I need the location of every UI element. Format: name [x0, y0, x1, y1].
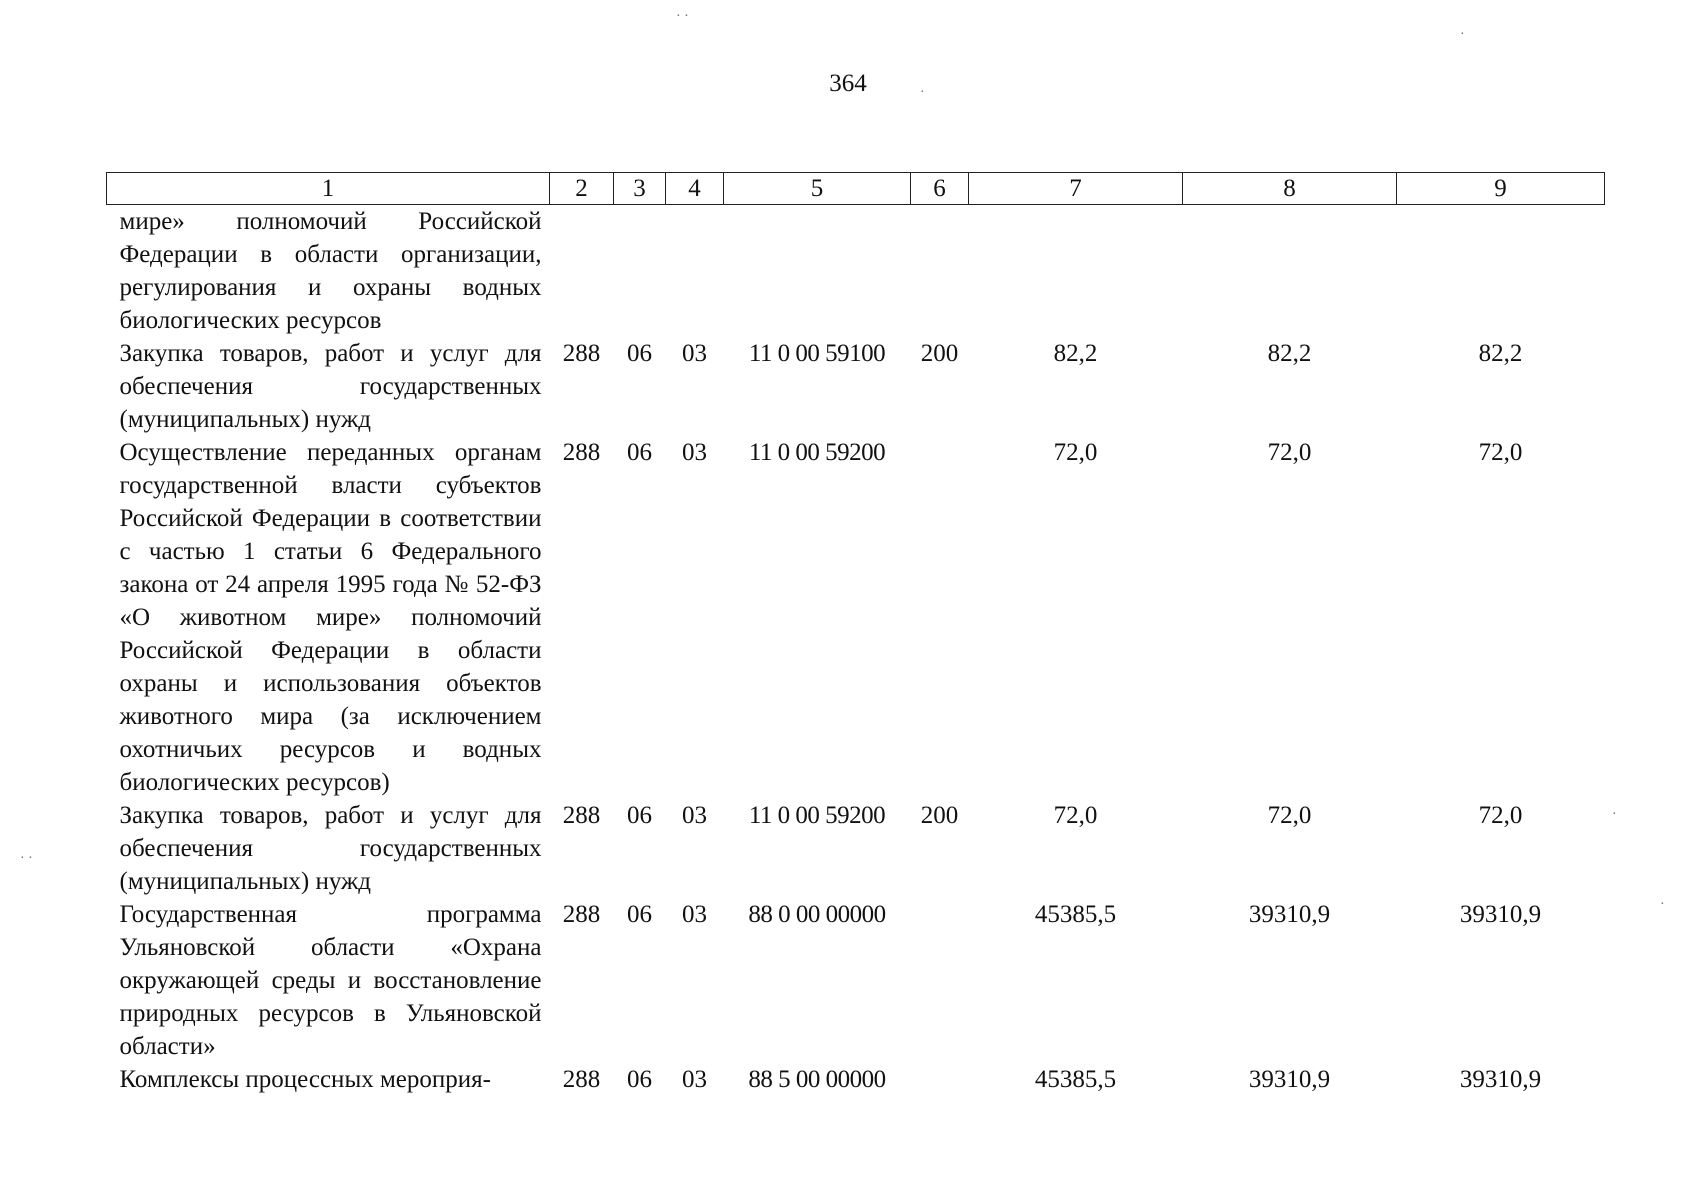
cell-col-3: 06 — [627, 901, 652, 928]
header-col-4: 4 — [666, 173, 724, 205]
cell-col-9: 82,2 — [1478, 340, 1523, 367]
cell-col-5 — [724, 205, 911, 338]
cell-col-8 — [1183, 205, 1397, 338]
row-name: Государственная программа Ульяновской области «Охрана окружающей среды и восстановление природных ресурсов в Ульяновской области» — [119, 901, 542, 1060]
cell-col-6 — [911, 898, 969, 1063]
cell-col-3: 06 — [627, 1066, 652, 1093]
cell-col-4: 03 — [682, 439, 707, 466]
table-row — [107, 799, 1605, 898]
cell-col-4: 03 — [682, 901, 707, 928]
scan-speck: · · — [676, 9, 689, 24]
cell-col-5: 88 0 00 00000 — [748, 901, 886, 928]
cell-col-9: 39310,9 — [1459, 901, 1542, 928]
cell-col-6 — [911, 436, 969, 799]
table-row — [107, 1063, 1605, 1096]
cell-col-6 — [911, 205, 969, 338]
cell-col-9: 39310,9 — [1459, 1066, 1542, 1093]
cell-col-3: 06 — [627, 439, 652, 466]
header-col-3: 3 — [614, 173, 666, 205]
scan-speck: · · — [20, 851, 33, 866]
cell-col-8: 39310,9 — [1248, 901, 1331, 928]
cell-col-5: 11 0 00 59200 — [748, 439, 886, 466]
cell-col-6 — [911, 1063, 969, 1096]
cell-col-8: 72,0 — [1267, 439, 1312, 466]
cell-col-6: 200 — [920, 340, 959, 367]
header-col-9: 9 — [1397, 173, 1605, 205]
table-row — [107, 898, 1605, 1063]
row-name: Закупка товаров, работ и услуг для обеспечения государственных (муниципальных) нужд — [119, 340, 542, 433]
cell-col-5: 11 0 00 59100 — [748, 340, 886, 367]
cell-col-9 — [1397, 205, 1605, 338]
cell-col-5: 88 5 00 00000 — [748, 1066, 886, 1093]
cell-col-2: 288 — [562, 1066, 601, 1093]
row-name: Закупка товаров, работ и услуг для обеспечения государственных (муниципальных) нужд — [119, 802, 542, 895]
cell-col-8: 72,0 — [1267, 802, 1312, 829]
scan-speck: · — [1612, 807, 1617, 822]
header-col-2: 2 — [550, 173, 614, 205]
cell-col-4: 03 — [682, 340, 707, 367]
cell-col-4 — [666, 205, 724, 338]
cell-col-3 — [614, 205, 666, 338]
cell-col-7: 72,0 — [1053, 802, 1098, 829]
cell-col-2: 288 — [562, 901, 601, 928]
cell-col-4: 03 — [682, 1066, 707, 1093]
cell-col-2: 288 — [562, 802, 601, 829]
cell-col-3: 06 — [627, 340, 652, 367]
cell-col-8: 39310,9 — [1248, 1066, 1331, 1093]
cell-col-2: 288 — [562, 439, 601, 466]
cell-col-7: 45385,5 — [1034, 1066, 1117, 1093]
cell-col-2 — [550, 205, 614, 338]
cell-col-9: 72,0 — [1478, 439, 1523, 466]
table-row — [107, 436, 1605, 799]
scan-speck: · — [1460, 27, 1465, 42]
row-name: мире» полномочий Российской Федерации в области организации, регулирования и охраны водных биологических ресурсов — [119, 208, 542, 334]
header-col-1: 1 — [107, 173, 550, 205]
cell-col-7: 72,0 — [1053, 439, 1098, 466]
header-col-5: 5 — [724, 173, 911, 205]
cell-col-9: 72,0 — [1478, 802, 1523, 829]
header-col-8: 8 — [1183, 173, 1397, 205]
cell-col-5: 11 0 00 59200 — [748, 802, 886, 829]
table-row — [107, 337, 1605, 436]
table-row — [107, 205, 1605, 338]
cell-col-4: 03 — [682, 802, 707, 829]
scan-speck: · — [920, 85, 925, 100]
row-name: Комплексы процессных мероприя- — [119, 1066, 491, 1093]
cell-col-7: 82,2 — [1053, 340, 1098, 367]
header-row — [107, 173, 1605, 205]
budget-table — [106, 172, 1605, 1096]
cell-col-7: 45385,5 — [1034, 901, 1117, 928]
row-name: Осуществление переданных органам государственной власти субъектов Российской Федерации в соответствии с частью 1 статьи 6 Федерального закона от 24 апреля 1995 года № 52-ФЗ «О животном мире» полномочий Российской Федерации в области охраны и использования объектов животного мира (за исключением охотничьих ресурсов и водных биологических ресурсов) — [119, 439, 542, 796]
cell-col-6: 200 — [920, 802, 959, 829]
cell-col-7 — [969, 205, 1183, 338]
page-number: 364 — [829, 70, 867, 97]
header-col-6: 6 — [911, 173, 969, 205]
cell-col-8: 82,2 — [1267, 340, 1312, 367]
header-col-7: 7 — [969, 173, 1183, 205]
scan-speck: · — [1660, 897, 1665, 912]
cell-col-2: 288 — [562, 340, 601, 367]
cell-col-3: 06 — [627, 802, 652, 829]
